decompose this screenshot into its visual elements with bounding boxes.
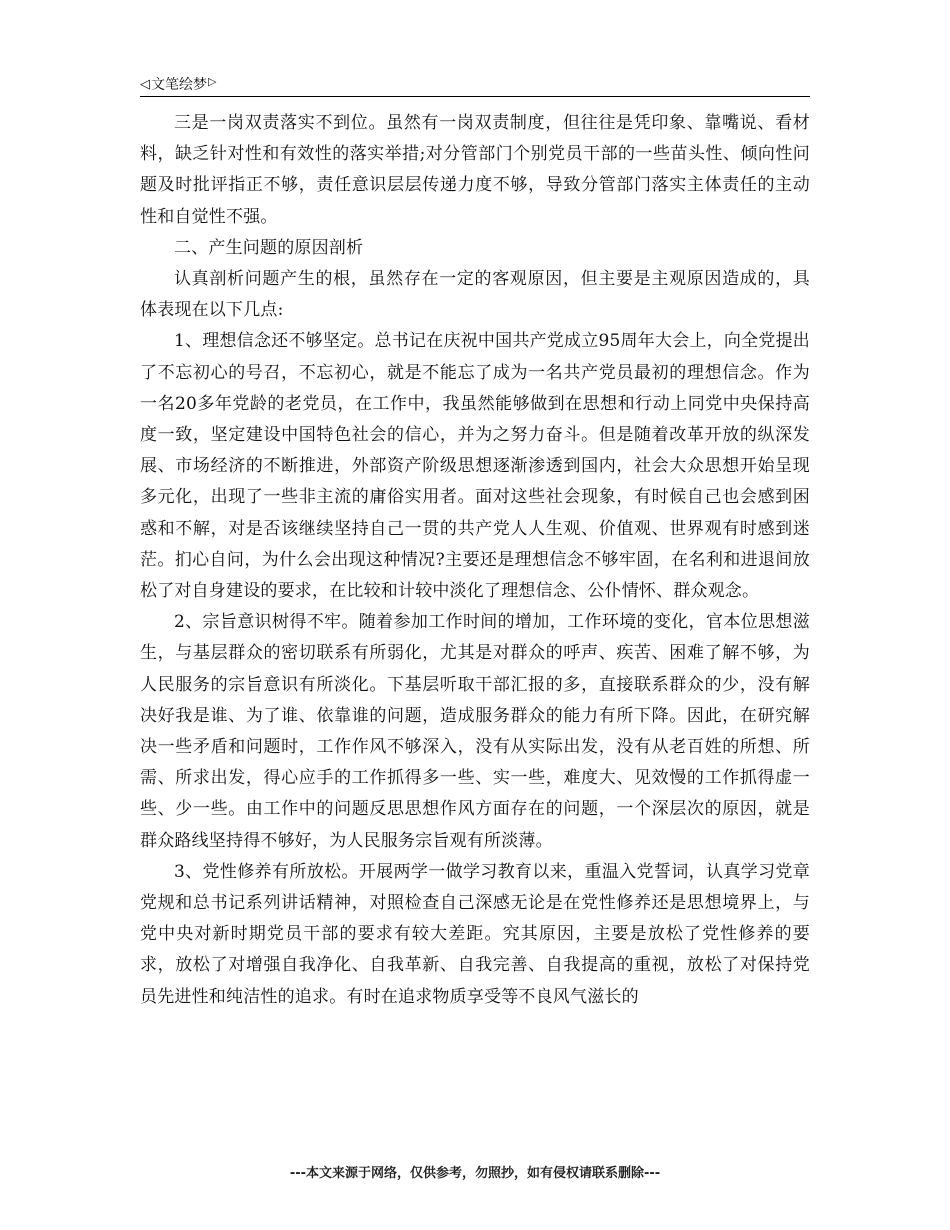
document-body [140,108,810,1013]
page-header [140,74,810,97]
left-triangle-icon: ◁ [140,77,150,92]
paragraph-party-spirit: 3、党性修养有所放松。开展两学一做学习教育以来，重温入党誓词，认真学习党章党规和总书记系列讲话精神，对照检查自己深感无论是在党性修养还是思想境界上，与党中央对新时期党员干部的要求有较大差距。究其原因，主要是放松了党性修养的要求，放松了对增强自我净化、自我革新、自我完善、自我提高的重视，放松了对保持党员先进性和纯洁性的追求。有时在追求物质享受等不良风气滋长的 [140,861,810,1007]
paragraph-intro-causes: 认真剖析问题产生的根，虽然存在一定的客观原因，但主要是主观原因造成的，具体表现在以下几点: [140,269,810,321]
page-footer: ---本文来源于网络，仅供参考，勿照抄，如有侵权请联系删除--- [289,1166,661,1181]
right-triangle-icon: ▷ [208,75,217,88]
paragraph-purpose: 2、宗旨意识树得不牢。随着参加工作时间的增加，工作环境的变化，官本位思想滋生，与基层群众的密切联系有所弱化，尤其是对群众的呼声、疾苦、困难了解不够，为人民服务的宗旨意识有所淡化。下基层听取干部汇报的多，直接联系群众的少，没有解决好我是谁、为了谁、依靠谁的问题，造成服务群众的能力有所下降。因此，在研究解决一些矛盾和问题时，工作作风不够深入，没有从实际出发，没有从老百姓的所想、所需、所求出发，得心应手的工作抓得多一些、实一些，难度大、见效慢的工作抓得虚一些、少一些。由工作中的问题反思思想作风方面存在的问题，一个深层次的原因，就是群众路线坚持得不够好，为人民服务宗旨观有所淡薄。 [140,612,810,851]
header-title: 文笔绘梦 [151,77,207,93]
paragraph-responsibility: 三是一岗双责落实不到位。虽然有一岗双责制度，但往往是凭印象、靠嘴说、看材料，缺乏针对性和有效性的落实举措;对分管部门个别党员干部的一些苗头性、倾向性问题及时批评指正不够，责任意识层层传递力度不够，导致分管部门落实主体责任的主动性和自觉性不强。 [140,113,810,227]
section-heading-causes: 二、产生问题的原因剖析 [174,237,364,258]
paragraph-ideals: 1、理想信念还不够坚定。总书记在庆祝中国共产党成立95周年大会上，向全党提出了不忘初心的号召，不忘初心，就是不能忘了成为一名共产党员最初的理想信念。作为一名20多年党龄的老党员，在工作中，我虽然能够做到在思想和行动上同党中央保持高度一致，坚定建设中国特色社会的信心，并为之努力奋斗。但是随着改革开放的纵深发展、市场经济的不断推进，外部资产阶级思想逐渐渗透到国内，社会大众思想开始呈现多元化，出现了一些非主流的庸俗实用者。面对这些社会现象，有时候自己也会感到困惑和不解，对是否该继续坚持自己一贯的共产党人人生观、价值观、世界观有时感到迷茫。扪心自问，为什么会出现这种情况?主要还是理想信念不够牢固，在名利和进退间放松了对自身建设的要求，在比较和计较中淡化了理想信念、公仆情怀、群众观念。 [140,331,810,602]
